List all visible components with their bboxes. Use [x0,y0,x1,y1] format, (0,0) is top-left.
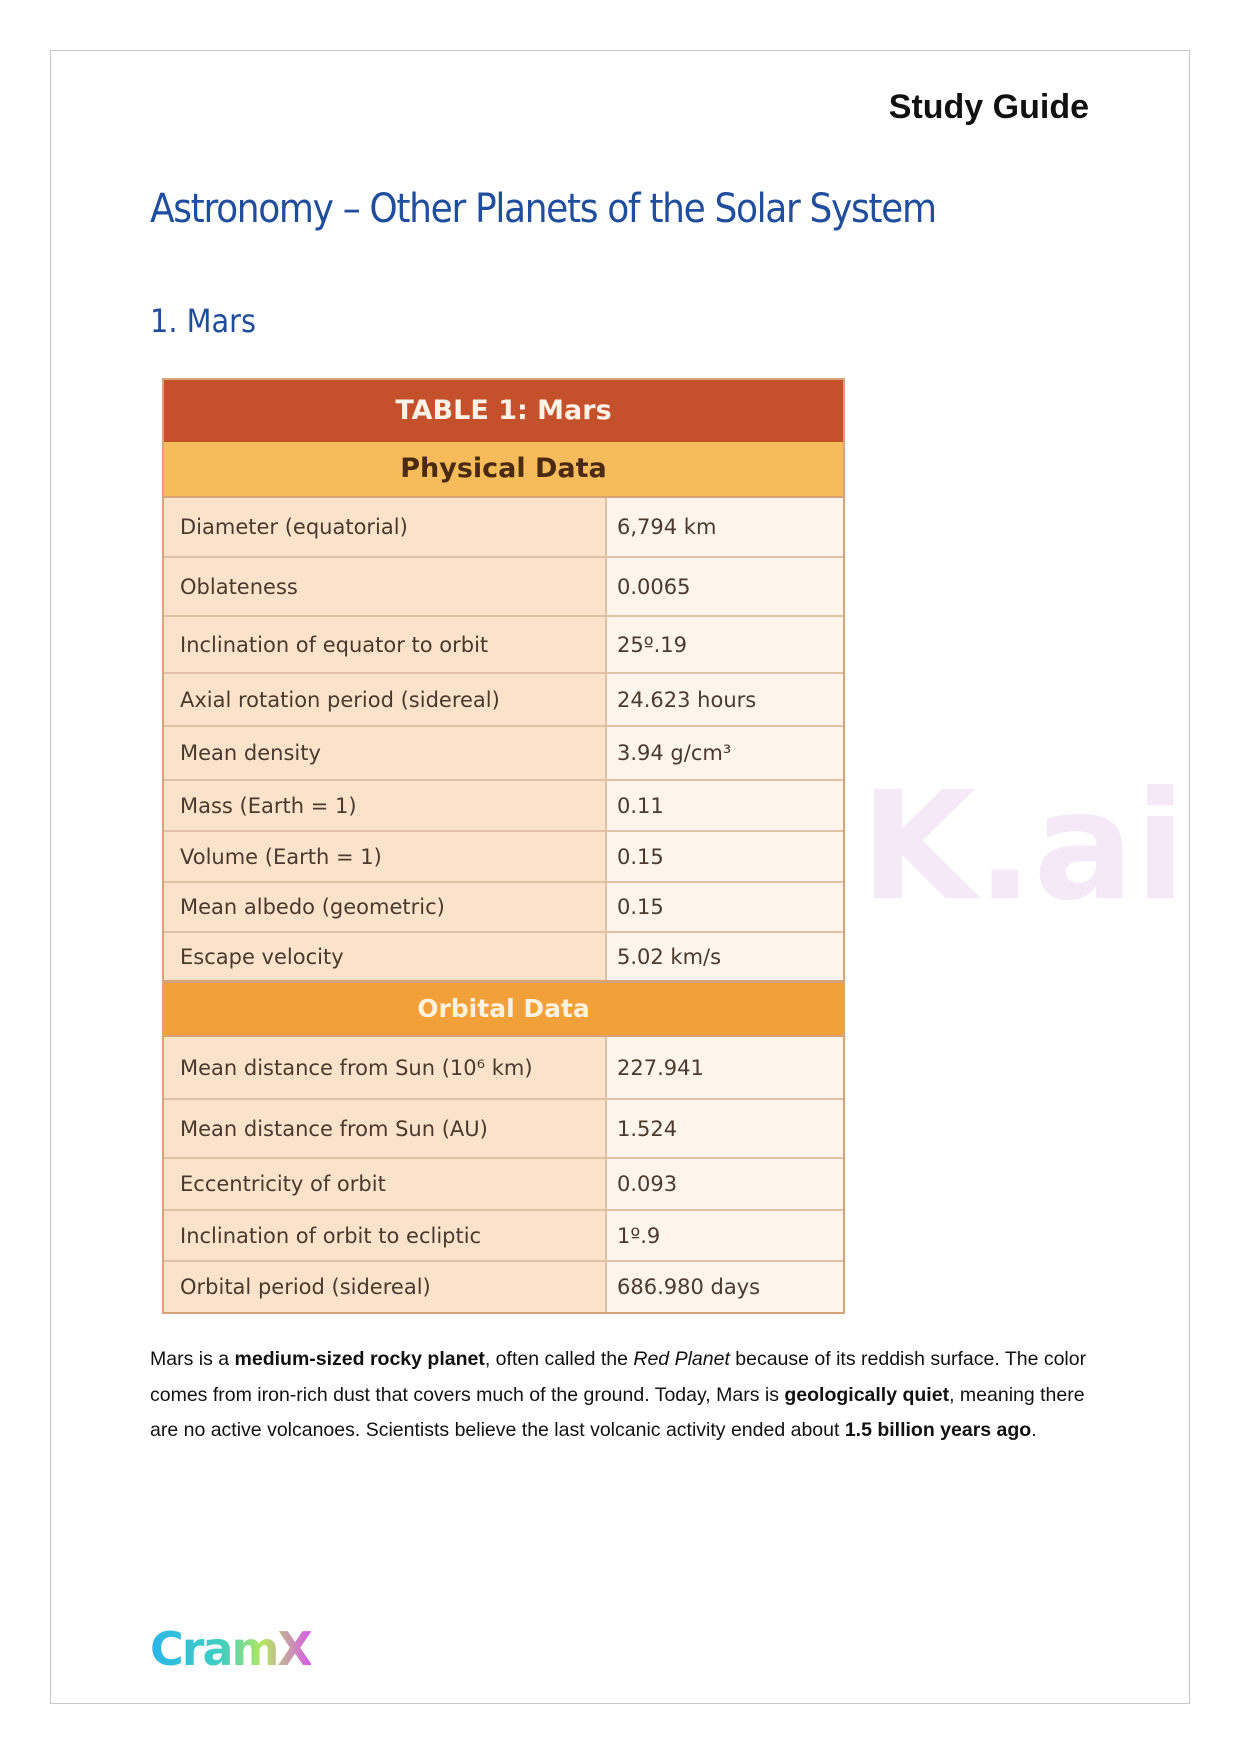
property-value: 1º.9 [607,1211,843,1260]
property-label: Mean distance from Sun (AU) [164,1100,607,1157]
property-label: Eccentricity of orbit [164,1159,607,1209]
property-label: Orbital period (sidereal) [164,1262,607,1312]
property-value: 1.524 [607,1100,843,1157]
bold-text: geologically quiet [784,1383,950,1406]
text: because of its reddish surface. The color comes from iron-rich dust that covers much of the ground. Today, Mars is [150,1348,1087,1406]
text: Mars is a [150,1348,235,1370]
property-value: 6,794 km [607,498,843,556]
study-guide-label: Study Guide [888,88,1089,126]
property-value: 0.093 [607,1159,843,1209]
table-row [164,558,843,617]
property-label: Mean distance from Sun (10⁶ km) [164,1037,607,1098]
property-label: Axial rotation period (sidereal) [164,674,607,725]
cramx-logo: CramX [150,1622,311,1676]
property-value: 25º.19 [607,617,843,672]
property-label: Mean albedo (geometric) [164,883,607,931]
table-row [164,674,843,727]
mars-description [150,1342,1100,1449]
text: . [1031,1419,1037,1441]
table-row [164,617,843,674]
property-value: 0.0065 [607,558,843,615]
property-value: 0.15 [607,883,843,931]
property-label: Oblateness [164,558,607,615]
table-row [164,883,843,933]
table-row [164,1100,843,1159]
table-row [164,1262,843,1312]
property-value: 5.02 km/s [607,933,843,980]
text: , meaning there are no active volcanoes. Scientists believe the last volcanic activity ended about [150,1383,1085,1441]
table-row [164,832,843,883]
table-row [164,727,843,781]
property-value: 0.11 [607,781,843,830]
property-label: Diameter (equatorial) [164,498,607,556]
orbital-data-table [162,981,845,1314]
table-title: TABLE 1: Mars [164,380,843,442]
property-value: 24.623 hours [607,674,843,725]
table-row [164,1159,843,1211]
orbital-data-heading: Orbital Data [164,983,843,1037]
watermark: K.ai [860,760,1186,934]
table-row [164,498,843,558]
bold-text: medium-sized rocky planet [234,1348,485,1370]
text: , often called the [484,1348,634,1370]
property-value: 3.94 g/cm³ [607,727,843,779]
table-row [164,933,843,980]
property-label: Volume (Earth = 1) [164,832,607,881]
property-value: 0.15 [607,832,843,881]
page-title: Astronomy – Other Planets of the Solar System [150,186,936,232]
italic-text: Red Planet [633,1348,730,1370]
property-value: 686.980 days [607,1262,843,1312]
property-label: Mean density [164,727,607,779]
property-label: Escape velocity [164,933,607,980]
property-value: 227.941 [607,1037,843,1098]
table-row [164,781,843,832]
bold-text: 1.5 billion years ago [844,1419,1032,1441]
section-heading: 1. Mars [150,302,256,340]
property-label: Mass (Earth = 1) [164,781,607,830]
table-row [164,1037,843,1100]
table-row [164,1211,843,1262]
physical-data-heading: Physical Data [164,442,843,498]
physical-data-table [162,378,845,982]
property-label: Inclination of orbit to ecliptic [164,1211,607,1260]
property-label: Inclination of equator to orbit [164,617,607,672]
